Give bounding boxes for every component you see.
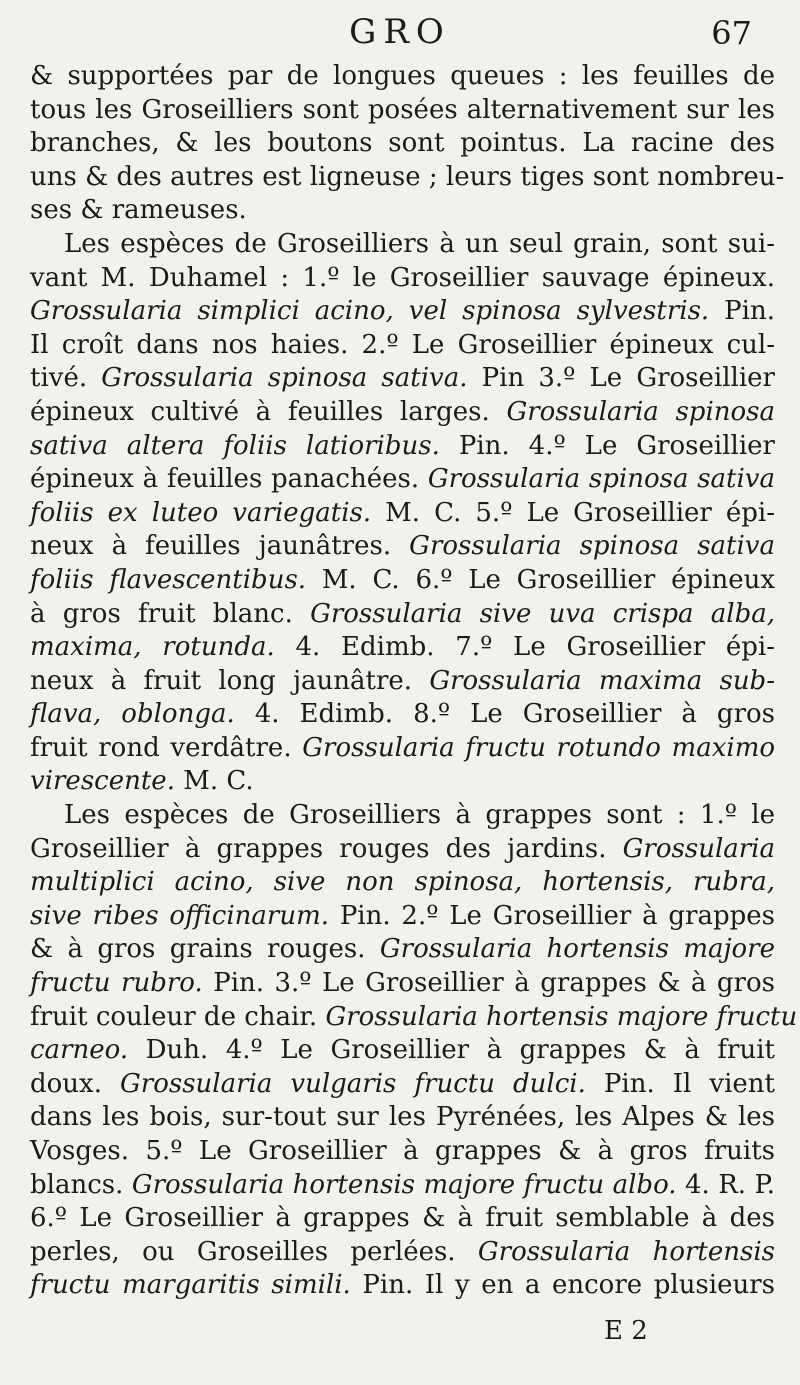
text-line [30,127,775,161]
latin-name: multiplici acino, sive non spinosa, hortensis, rubra, [30,867,775,898]
text-segment: Pin 3.º Le Groseillier [467,363,775,394]
latin-name: Grossularia sive uva crispa alba, [310,598,775,629]
latin-name: sativa altera foliis latioribus. [30,430,440,461]
text-segment: 4. Edimb. 7.º Le Groseillier épi- [274,632,775,663]
latin-name: Grossularia hortensis majore fructu albo. [131,1169,677,1200]
text-segment: à gros fruit blanc. [30,598,311,629]
text-line [30,430,775,464]
latin-name: Grossularia vulgaris fructu dulci. [120,1068,586,1099]
latin-name: carneo. [30,1035,129,1066]
text-segment: vant M. Duhamel : 1.º le Groseillier sauvage épineux. [30,262,775,293]
text-line [30,60,775,94]
text-line [30,530,775,564]
running-head-title: GRO [349,12,451,52]
latin-name: Grossularia maxima sub- [429,665,775,696]
text-segment: Pin. 3.º Le Groseillier à grappes & à gros [202,968,775,999]
text-line [30,967,775,1001]
latin-name: Grossularia spinosa sativa. [101,363,468,394]
text-line [30,1269,775,1303]
text-line [30,329,775,363]
text-segment: Groseillier à grappes rouges des jardins. [30,833,623,864]
text-segment: 4. Edimb. 8.º Le Groseillier à gros [234,699,776,730]
text-line [30,1068,775,1102]
latin-name: Grossularia simplici acino, vel spinosa sylvestris. [30,296,710,327]
page-number: 67 [711,14,752,52]
text-line [30,262,775,296]
text-line [30,799,775,833]
signature-mark: E 2 [604,1316,648,1346]
text-segment: tivé. [30,363,102,394]
text-line [30,1135,775,1169]
text-line [30,1202,775,1236]
text-segment: Pin. 4.º Le Groseillier [439,430,775,461]
latin-name: Grossularia spinosa [506,396,775,427]
latin-name: Grossularia hortensis majore fructu [325,1001,798,1032]
text-line [30,295,775,329]
text-line [30,94,775,128]
latin-name: Grossularia spinosa sativa [427,464,775,495]
text-segment: doux. [30,1068,121,1099]
text-line [30,564,775,598]
text-line [30,497,775,531]
text-segment: Les espèces de Groseilliers à un seul grain, sont sui- [64,228,775,259]
text-segment: & à gros grains rouges. [30,934,380,965]
text-segment: tous les Groseilliers sont posées alternativement sur les [30,94,775,125]
text-line [30,1169,775,1203]
text-segment: Pin. Il vient [585,1068,775,1099]
latin-name: Grossularia hortensis majore [379,934,775,965]
latin-name: virescente. [30,766,175,797]
text-segment: blancs. [30,1169,132,1200]
text-line [30,598,775,632]
latin-name: flava, oblonga. [30,699,235,730]
text-segment: Pin. 2.º Le Groseillier à grappes [329,900,775,931]
text-segment: dans les bois, sur-tout sur les Pyrénées, les Alpes & les [30,1102,775,1133]
text-segment: branches, & les boutons sont pointus. La racine des [30,128,775,159]
latin-name: Grossularia spinosa sativa [409,531,775,562]
text-line [30,396,775,430]
text-segment: M. C. [174,766,254,797]
text-segment: Vosges. 5.º Le Groseillier à grappes & à gros fruits [30,1136,775,1166]
text-segment: Duh. 4.º Le Groseillier à grappes & à fruit [128,1035,775,1066]
text-segment: épineux cultivé à feuilles larges. [30,396,507,427]
text-line [30,698,775,732]
text-line [30,765,775,799]
text-segment: M. C. 6.º Le Groseillier épineux [306,564,775,595]
running-head [0,8,800,58]
text-segment: neux à feuilles jaunâtres. [30,531,410,562]
text-line [30,833,775,867]
text-line [30,933,775,967]
text-segment: uns & des autres est ligneuse ; leurs tiges sont nombreu- [30,161,785,192]
text-segment: 6.º Le Groseillier à grappes & à fruit semblable à des [30,1203,775,1234]
latin-name: fructu margaritis simili. [30,1270,351,1301]
latin-name: Grossularia hortensis [477,1236,775,1267]
text-line [30,463,775,497]
latin-name: fructu rubro. [30,968,203,999]
text-line [30,732,775,766]
latin-name: foliis flavescentibus. [30,564,307,595]
text-line [30,1001,798,1035]
text-line [30,1236,775,1270]
latin-name: Grossularia fructu rotundo maximo [302,732,775,763]
text-line [30,900,775,934]
body-text [30,60,798,1303]
text-line [30,866,775,900]
text-segment: perles, ou Groseilles perlées. [30,1236,478,1267]
text-line [30,665,775,699]
latin-name: foliis ex luteo variegatis. [30,497,372,528]
text-line [30,228,775,262]
latin-name: Grossularia [622,833,775,864]
latin-name: sive ribes officinarum. [30,900,330,931]
text-segment: & supportées par de longues queues : les feuilles de [30,61,775,91]
text-segment: épineux à feuilles panachées. [30,464,428,495]
text-segment: ses & rameuses. [30,195,247,226]
text-line [30,631,775,665]
text-segment: Les espèces de Groseilliers à grappes sont : 1.º le [64,800,775,831]
text-line [30,1101,775,1135]
text-segment: 4. R. P. [676,1169,776,1200]
latin-name: maxima, rotunda. [30,632,275,663]
text-segment: Pin. Il y en a encore plusieurs [350,1270,775,1301]
text-line [30,194,775,228]
text-line [30,161,785,195]
text-segment: neux à fruit long jaunâtre. [30,665,430,696]
text-line [30,1034,775,1068]
text-segment: M. C. 5.º Le Groseillier épi- [371,497,775,528]
text-segment: Il croît dans nos haies. 2.º Le Groseillier épineux cul- [30,329,775,360]
text-segment: Pin. [709,296,775,327]
text-segment: fruit rond verdâtre. [30,732,303,763]
text-line [30,362,775,396]
text-segment: fruit couleur de chair. [30,1001,326,1032]
